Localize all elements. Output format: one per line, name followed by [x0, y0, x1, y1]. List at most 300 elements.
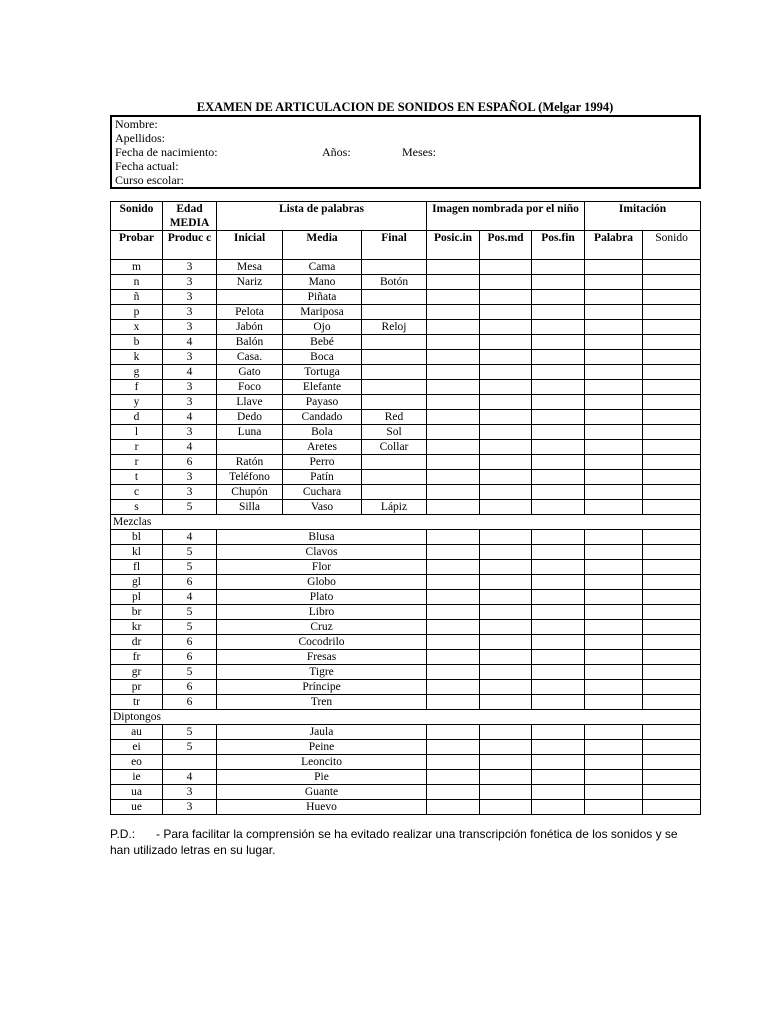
palabra-answer-cell[interactable]	[585, 590, 643, 605]
consonant-row	[111, 305, 701, 320]
final-word-cell: Red	[362, 410, 427, 425]
pos-md-answer-cell[interactable]	[480, 755, 532, 770]
age-cell: 3	[163, 260, 217, 275]
posic-in-answer-cell[interactable]	[427, 665, 480, 680]
medial-word-cell: Mariposa	[283, 305, 362, 320]
posic-in-answer-cell[interactable]	[427, 755, 480, 770]
sound-cell: tr	[111, 695, 163, 710]
sound-cell: k	[111, 350, 163, 365]
header-inicial: Inicial	[217, 231, 283, 260]
palabra-answer-cell[interactable]	[585, 305, 643, 320]
mezcla-row	[111, 635, 701, 650]
palabra-answer-cell[interactable]	[585, 785, 643, 800]
posic-in-answer-cell[interactable]	[427, 545, 480, 560]
mezcla-row	[111, 545, 701, 560]
mezclas-section	[111, 515, 701, 530]
sound-cell: ñ	[111, 290, 163, 305]
age-cell: 5	[163, 620, 217, 635]
medial-word-cell: Tortuga	[283, 365, 362, 380]
posic-in-answer-cell[interactable]	[427, 560, 480, 575]
pos-fin-answer-cell[interactable]	[532, 440, 585, 455]
header-pos-fin: Pos.fin	[532, 231, 585, 260]
posic-in-answer-cell[interactable]	[427, 575, 480, 590]
pos-md-answer-cell[interactable]	[480, 380, 532, 395]
sonido-answer-cell[interactable]	[643, 440, 701, 455]
pos-fin-answer-cell[interactable]	[532, 605, 585, 620]
posic-in-answer-cell[interactable]	[427, 440, 480, 455]
final-word-cell: Lápiz	[362, 500, 427, 515]
palabra-answer-cell[interactable]	[585, 365, 643, 380]
sound-cell: gl	[111, 575, 163, 590]
sonido-answer-cell[interactable]	[643, 605, 701, 620]
sound-cell: g	[111, 365, 163, 380]
pos-fin-answer-cell[interactable]	[532, 770, 585, 785]
palabra-answer-cell[interactable]	[585, 320, 643, 335]
posic-in-answer-cell[interactable]	[427, 590, 480, 605]
mezclas-section-label: Mezclas	[111, 515, 701, 530]
consonant-row	[111, 335, 701, 350]
posic-in-answer-cell[interactable]	[427, 350, 480, 365]
header-lista-palabras: Lista de palabras	[217, 202, 427, 231]
sonido-answer-cell[interactable]	[643, 260, 701, 275]
pos-md-answer-cell[interactable]	[480, 650, 532, 665]
age-cell: 3	[163, 800, 217, 815]
age-cell: 6	[163, 575, 217, 590]
pos-fin-answer-cell[interactable]	[532, 500, 585, 515]
sound-cell: n	[111, 275, 163, 290]
nombre-field[interactable]: Nombre:	[115, 117, 158, 131]
sonido-answer-cell[interactable]	[643, 755, 701, 770]
sonido-answer-cell[interactable]	[643, 695, 701, 710]
palabra-answer-cell[interactable]	[585, 725, 643, 740]
final-word-cell	[362, 335, 427, 350]
pos-fin-answer-cell[interactable]	[532, 335, 585, 350]
word-cell: Globo	[217, 575, 427, 590]
pos-md-answer-cell[interactable]	[480, 320, 532, 335]
mezcla-row	[111, 680, 701, 695]
medial-word-cell: Aretes	[283, 440, 362, 455]
pos-md-answer-cell[interactable]	[480, 470, 532, 485]
palabra-answer-cell[interactable]	[585, 470, 643, 485]
sonido-answer-cell[interactable]	[643, 680, 701, 695]
final-word-cell	[362, 380, 427, 395]
posic-in-answer-cell[interactable]	[427, 305, 480, 320]
palabra-answer-cell[interactable]	[585, 770, 643, 785]
diptongo-row	[111, 770, 701, 785]
age-cell: 4	[163, 770, 217, 785]
initial-word-cell: Casa.	[217, 350, 283, 365]
sonido-answer-cell[interactable]	[643, 740, 701, 755]
initial-word-cell: Llave	[217, 395, 283, 410]
sound-cell: au	[111, 725, 163, 740]
pos-fin-answer-cell[interactable]	[532, 755, 585, 770]
sound-cell: ue	[111, 800, 163, 815]
header-row-1	[111, 202, 701, 231]
word-cell: Plato	[217, 590, 427, 605]
posic-in-answer-cell[interactable]	[427, 380, 480, 395]
pos-fin-answer-cell[interactable]	[532, 470, 585, 485]
palabra-answer-cell[interactable]	[585, 680, 643, 695]
posic-in-answer-cell[interactable]	[427, 470, 480, 485]
pos-md-answer-cell[interactable]	[480, 260, 532, 275]
word-cell: Fresas	[217, 650, 427, 665]
pos-md-answer-cell[interactable]	[480, 395, 532, 410]
sonido-answer-cell[interactable]	[643, 575, 701, 590]
posic-in-answer-cell[interactable]	[427, 605, 480, 620]
diptongo-row	[111, 755, 701, 770]
sonido-answer-cell[interactable]	[643, 620, 701, 635]
age-cell: 3	[163, 305, 217, 320]
age-cell: 5	[163, 725, 217, 740]
diptongo-row	[111, 725, 701, 740]
palabra-answer-cell[interactable]	[585, 755, 643, 770]
pos-md-answer-cell[interactable]	[480, 500, 532, 515]
palabra-answer-cell[interactable]	[585, 455, 643, 470]
mezcla-row	[111, 620, 701, 635]
sound-cell: f	[111, 380, 163, 395]
pos-fin-answer-cell[interactable]	[532, 395, 585, 410]
consonant-row	[111, 485, 701, 500]
age-cell: 6	[163, 650, 217, 665]
pos-fin-answer-cell[interactable]	[532, 545, 585, 560]
palabra-answer-cell[interactable]	[585, 335, 643, 350]
age-cell: 6	[163, 680, 217, 695]
pos-fin-answer-cell[interactable]	[532, 455, 585, 470]
footnote-text: - Para facilitar la comprensión se ha evitado realizar una transcripción fonética de los sonidos y se han utilizado letras en su lugar.	[110, 827, 678, 857]
header-media: Media	[283, 231, 362, 260]
palabra-answer-cell[interactable]	[585, 290, 643, 305]
posic-in-answer-cell[interactable]	[427, 800, 480, 815]
header-posic-in: Posic.in	[427, 231, 480, 260]
word-cell: Clavos	[217, 545, 427, 560]
pos-fin-answer-cell[interactable]	[532, 620, 585, 635]
fecha-nacimiento-field[interactable]: Fecha de nacimiento:	[115, 145, 218, 159]
sound-cell: r	[111, 455, 163, 470]
pos-md-answer-cell[interactable]	[480, 725, 532, 740]
initial-word-cell: Luna	[217, 425, 283, 440]
sound-cell: x	[111, 320, 163, 335]
pos-md-answer-cell[interactable]	[480, 665, 532, 680]
consonant-row	[111, 290, 701, 305]
palabra-answer-cell[interactable]	[585, 440, 643, 455]
diptongos-section-label: Diptongos	[111, 710, 701, 725]
pos-fin-answer-cell[interactable]	[532, 800, 585, 815]
sound-cell: kr	[111, 620, 163, 635]
posic-in-answer-cell[interactable]	[427, 500, 480, 515]
medial-word-cell: Cuchara	[283, 485, 362, 500]
sound-cell: pl	[111, 590, 163, 605]
pos-md-answer-cell[interactable]	[480, 785, 532, 800]
sound-cell: r	[111, 440, 163, 455]
header-pos-md: Pos.md	[480, 231, 532, 260]
sonido-answer-cell[interactable]	[643, 635, 701, 650]
sonido-answer-cell[interactable]	[643, 290, 701, 305]
posic-in-answer-cell[interactable]	[427, 530, 480, 545]
sound-cell: d	[111, 410, 163, 425]
student-info-box	[110, 115, 701, 189]
age-cell: 3	[163, 425, 217, 440]
palabra-answer-cell[interactable]	[585, 500, 643, 515]
sonido-answer-cell[interactable]	[643, 545, 701, 560]
pos-fin-answer-cell[interactable]	[532, 365, 585, 380]
pos-fin-answer-cell[interactable]	[532, 635, 585, 650]
pos-fin-answer-cell[interactable]	[532, 320, 585, 335]
final-word-cell	[362, 365, 427, 380]
palabra-answer-cell[interactable]	[585, 485, 643, 500]
posic-in-answer-cell[interactable]	[427, 425, 480, 440]
pos-md-answer-cell[interactable]	[480, 575, 532, 590]
pos-md-answer-cell[interactable]	[480, 545, 532, 560]
mezcla-row	[111, 695, 701, 710]
age-cell: 3	[163, 320, 217, 335]
palabra-answer-cell[interactable]	[585, 800, 643, 815]
palabra-answer-cell[interactable]	[585, 350, 643, 365]
posic-in-answer-cell[interactable]	[427, 740, 480, 755]
initial-word-cell: Balón	[217, 335, 283, 350]
posic-in-answer-cell[interactable]	[427, 635, 480, 650]
palabra-answer-cell[interactable]	[585, 605, 643, 620]
palabra-answer-cell[interactable]	[585, 530, 643, 545]
pos-md-answer-cell[interactable]	[480, 305, 532, 320]
posic-in-answer-cell[interactable]	[427, 680, 480, 695]
pos-md-answer-cell[interactable]	[480, 770, 532, 785]
sonido-answer-cell[interactable]	[643, 380, 701, 395]
pos-fin-answer-cell[interactable]	[532, 305, 585, 320]
age-cell: 5	[163, 545, 217, 560]
pos-fin-answer-cell[interactable]	[532, 290, 585, 305]
pos-md-answer-cell[interactable]	[480, 410, 532, 425]
anos-field[interactable]: Años:	[322, 145, 351, 159]
pos-fin-answer-cell[interactable]	[532, 350, 585, 365]
sound-cell: fr	[111, 650, 163, 665]
pos-md-answer-cell[interactable]	[480, 275, 532, 290]
sonido-answer-cell[interactable]	[643, 350, 701, 365]
sound-cell: bl	[111, 530, 163, 545]
posic-in-answer-cell[interactable]	[427, 290, 480, 305]
sound-cell: fl	[111, 560, 163, 575]
palabra-answer-cell[interactable]	[585, 620, 643, 635]
pos-md-answer-cell[interactable]	[480, 740, 532, 755]
word-cell: Príncipe	[217, 680, 427, 695]
medial-word-cell: Ojo	[283, 320, 362, 335]
word-cell: Libro	[217, 605, 427, 620]
sonido-answer-cell[interactable]	[643, 485, 701, 500]
palabra-answer-cell[interactable]	[585, 425, 643, 440]
sound-cell: kl	[111, 545, 163, 560]
mezcla-row	[111, 560, 701, 575]
consonant-row	[111, 365, 701, 380]
palabra-answer-cell[interactable]	[585, 380, 643, 395]
pos-md-answer-cell[interactable]	[480, 440, 532, 455]
palabra-answer-cell[interactable]	[585, 575, 643, 590]
header-imagen-nombrada: Imagen nombrada por el niño	[427, 202, 585, 231]
sonido-answer-cell[interactable]	[643, 455, 701, 470]
medial-word-cell: Bola	[283, 425, 362, 440]
final-word-cell: Sol	[362, 425, 427, 440]
palabra-answer-cell[interactable]	[585, 635, 643, 650]
medial-word-cell: Perro	[283, 455, 362, 470]
sound-cell: ua	[111, 785, 163, 800]
pos-md-answer-cell[interactable]	[480, 455, 532, 470]
sound-cell: t	[111, 470, 163, 485]
curso-escolar-field[interactable]: Curso escolar:	[115, 173, 184, 187]
pos-fin-answer-cell[interactable]	[532, 785, 585, 800]
apellidos-field[interactable]: Apellidos:	[115, 131, 165, 145]
palabra-answer-cell[interactable]	[585, 275, 643, 290]
header-imitacion: Imitación	[585, 202, 701, 231]
pos-md-answer-cell[interactable]	[480, 560, 532, 575]
mezcla-row	[111, 575, 701, 590]
pos-fin-answer-cell[interactable]	[532, 485, 585, 500]
header-sonido: Sonido	[111, 202, 163, 231]
sonido-answer-cell[interactable]	[643, 770, 701, 785]
pos-md-answer-cell[interactable]	[480, 680, 532, 695]
sonido-answer-cell[interactable]	[643, 665, 701, 680]
palabra-answer-cell[interactable]	[585, 695, 643, 710]
sound-cell: c	[111, 485, 163, 500]
posic-in-answer-cell[interactable]	[427, 695, 480, 710]
pos-md-answer-cell[interactable]	[480, 365, 532, 380]
word-cell: Tren	[217, 695, 427, 710]
final-word-cell	[362, 290, 427, 305]
header-sonido-imitacion: Sonido	[643, 231, 701, 260]
pos-md-answer-cell[interactable]	[480, 620, 532, 635]
posic-in-answer-cell[interactable]	[427, 365, 480, 380]
posic-in-answer-cell[interactable]	[427, 395, 480, 410]
sonido-answer-cell[interactable]	[643, 335, 701, 350]
pos-md-answer-cell[interactable]	[480, 530, 532, 545]
header-edad-media: Edad MEDIA	[163, 202, 217, 231]
sonido-answer-cell[interactable]	[643, 590, 701, 605]
sound-cell: ie	[111, 770, 163, 785]
word-cell: Huevo	[217, 800, 427, 815]
palabra-answer-cell[interactable]	[585, 665, 643, 680]
medial-word-cell: Elefante	[283, 380, 362, 395]
posic-in-answer-cell[interactable]	[427, 725, 480, 740]
palabra-answer-cell[interactable]	[585, 545, 643, 560]
posic-in-answer-cell[interactable]	[427, 770, 480, 785]
diptongo-row	[111, 740, 701, 755]
final-word-cell: Reloj	[362, 320, 427, 335]
pos-fin-answer-cell[interactable]	[532, 410, 585, 425]
initial-word-cell: Ratón	[217, 455, 283, 470]
palabra-answer-cell[interactable]	[585, 560, 643, 575]
medial-word-cell: Cama	[283, 260, 362, 275]
initial-word-cell	[217, 440, 283, 455]
medial-word-cell: Vaso	[283, 500, 362, 515]
sonido-answer-cell[interactable]	[643, 560, 701, 575]
sonido-answer-cell[interactable]	[643, 800, 701, 815]
pos-md-answer-cell[interactable]	[480, 695, 532, 710]
sonido-answer-cell[interactable]	[643, 725, 701, 740]
pos-md-answer-cell[interactable]	[480, 590, 532, 605]
posic-in-answer-cell[interactable]	[427, 650, 480, 665]
pos-md-answer-cell[interactable]	[480, 335, 532, 350]
age-cell: 4	[163, 440, 217, 455]
posic-in-answer-cell[interactable]	[427, 260, 480, 275]
sonido-answer-cell[interactable]	[643, 275, 701, 290]
pos-md-answer-cell[interactable]	[480, 425, 532, 440]
posic-in-answer-cell[interactable]	[427, 620, 480, 635]
fecha-actual-field[interactable]: Fecha actual:	[115, 159, 179, 173]
consonant-row	[111, 410, 701, 425]
sonido-answer-cell[interactable]	[643, 395, 701, 410]
age-cell: 3	[163, 785, 217, 800]
posic-in-answer-cell[interactable]	[427, 320, 480, 335]
pos-fin-answer-cell[interactable]	[532, 275, 585, 290]
sound-cell: l	[111, 425, 163, 440]
meses-field[interactable]: Meses:	[402, 145, 436, 159]
pos-md-answer-cell[interactable]	[480, 350, 532, 365]
palabra-answer-cell[interactable]	[585, 260, 643, 275]
pos-fin-answer-cell[interactable]	[532, 650, 585, 665]
final-word-cell	[362, 395, 427, 410]
diptongo-row	[111, 785, 701, 800]
initial-word-cell: Pelota	[217, 305, 283, 320]
sonido-answer-cell[interactable]	[643, 500, 701, 515]
sound-cell: gr	[111, 665, 163, 680]
pos-md-answer-cell[interactable]	[480, 290, 532, 305]
pos-fin-answer-cell[interactable]	[532, 725, 585, 740]
pos-md-answer-cell[interactable]	[480, 605, 532, 620]
word-cell: Cocodrilo	[217, 635, 427, 650]
posic-in-answer-cell[interactable]	[427, 455, 480, 470]
pos-fin-answer-cell[interactable]	[532, 260, 585, 275]
palabra-answer-cell[interactable]	[585, 650, 643, 665]
palabra-answer-cell[interactable]	[585, 410, 643, 425]
pos-fin-answer-cell[interactable]	[532, 575, 585, 590]
sonido-answer-cell[interactable]	[643, 320, 701, 335]
sonido-answer-cell[interactable]	[643, 425, 701, 440]
consonant-row	[111, 260, 701, 275]
posic-in-answer-cell[interactable]	[427, 335, 480, 350]
posic-in-answer-cell[interactable]	[427, 785, 480, 800]
sonido-answer-cell[interactable]	[643, 305, 701, 320]
posic-in-answer-cell[interactable]	[427, 485, 480, 500]
sonido-answer-cell[interactable]	[643, 785, 701, 800]
sonido-answer-cell[interactable]	[643, 650, 701, 665]
age-cell: 3	[163, 395, 217, 410]
palabra-answer-cell[interactable]	[585, 740, 643, 755]
pos-fin-answer-cell[interactable]	[532, 425, 585, 440]
pos-fin-answer-cell[interactable]	[532, 740, 585, 755]
age-cell: 4	[163, 365, 217, 380]
palabra-answer-cell[interactable]	[585, 395, 643, 410]
initial-word-cell: Mesa	[217, 260, 283, 275]
pos-fin-answer-cell[interactable]	[532, 380, 585, 395]
initial-word-cell: Foco	[217, 380, 283, 395]
pos-fin-answer-cell[interactable]	[532, 680, 585, 695]
pos-fin-answer-cell[interactable]	[532, 590, 585, 605]
pos-md-answer-cell[interactable]	[480, 485, 532, 500]
mezcla-row	[111, 665, 701, 680]
pos-fin-answer-cell[interactable]	[532, 695, 585, 710]
sonido-answer-cell[interactable]	[643, 470, 701, 485]
pos-fin-answer-cell[interactable]	[532, 560, 585, 575]
pos-md-answer-cell[interactable]	[480, 800, 532, 815]
sonido-answer-cell[interactable]	[643, 530, 701, 545]
pos-md-answer-cell[interactable]	[480, 635, 532, 650]
posic-in-answer-cell[interactable]	[427, 275, 480, 290]
sonido-answer-cell[interactable]	[643, 410, 701, 425]
age-cell	[163, 755, 217, 770]
sonido-answer-cell[interactable]	[643, 365, 701, 380]
mezcla-row	[111, 605, 701, 620]
medial-word-cell: Piñata	[283, 290, 362, 305]
pos-fin-answer-cell[interactable]	[532, 665, 585, 680]
pos-fin-answer-cell[interactable]	[532, 530, 585, 545]
posic-in-answer-cell[interactable]	[427, 410, 480, 425]
